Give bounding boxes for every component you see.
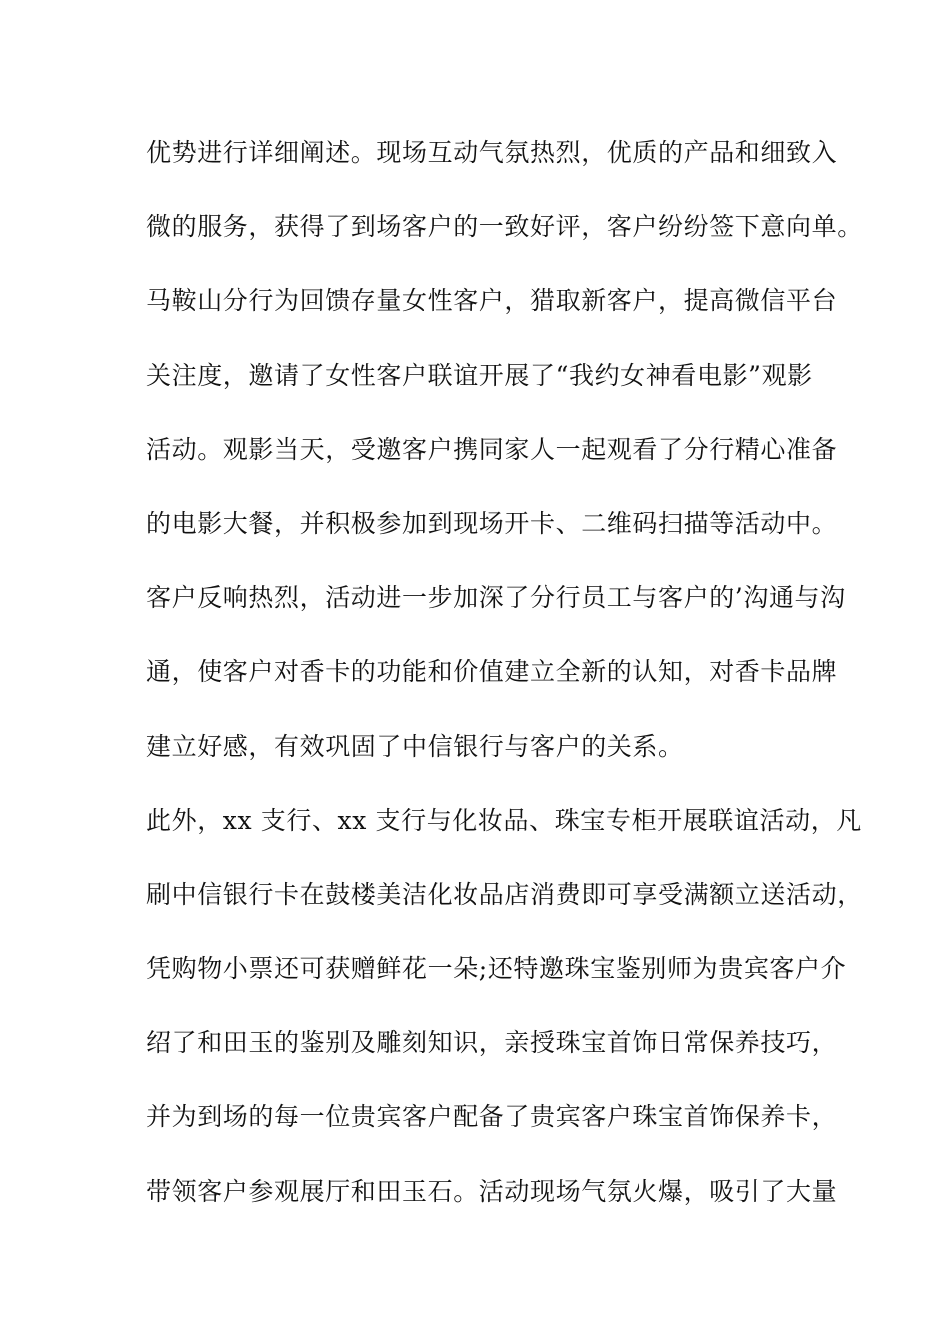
text-line: 此外，xx 支行、xx 支行与化妆品、珠宝专柜开展联谊活动，凡: [146, 805, 862, 835]
text-line: 优势进行详细阐述。现场互动气氛热烈，优质的产品和细致入: [146, 138, 838, 167]
document-body-text: [146, 132, 863, 1245]
text-line: 微的服务，获得了到场客户的一致好评，客户纷纷签下意向单。: [146, 212, 863, 242]
text-line: 刷中信银行卡在鼓楼美洁化妆品店消费即可享受满额立送活动，: [146, 879, 863, 909]
text-line: 关注度，邀请了女性客户联谊开展了“我约女神看电影”观影: [146, 360, 813, 390]
text-line: 绍了和田玉的鉴别及雕刻知识，亲授珠宝首饰日常保养技巧，: [146, 1028, 838, 1058]
text-line: 带领客户参观展厅和田玉石。活动现场气氛火爆，吸引了大量: [146, 1176, 838, 1206]
text-line: 的电影大餐，并积极参加到现场开卡、二维码扫描等活动中。: [146, 508, 838, 538]
text-line: 活动。观影当天，受邀客户携同家人一起观看了分行精心准备: [146, 434, 838, 464]
text-line: 并为到场的每一位贵宾客户配备了贵宾客户珠宝首饰保养卡，: [146, 1102, 838, 1132]
text-line: 马鞍山分行为回馈存量女性客户，猎取新客户，提高微信平台: [146, 286, 838, 316]
text-line: 客户反响热烈，活动进一步加深了分行员工与客户的’沟通与沟: [146, 583, 846, 613]
text-line: 凭购物小票还可获赠鲜花一朵;还特邀珠宝鉴别师为贵宾客户介: [146, 954, 847, 984]
text-line: 通，使客户对香卡的功能和价值建立全新的认知，对香卡品牌: [146, 657, 838, 687]
text-line: 建立好感，有效巩固了中信银行与客户的关系。: [146, 731, 684, 761]
